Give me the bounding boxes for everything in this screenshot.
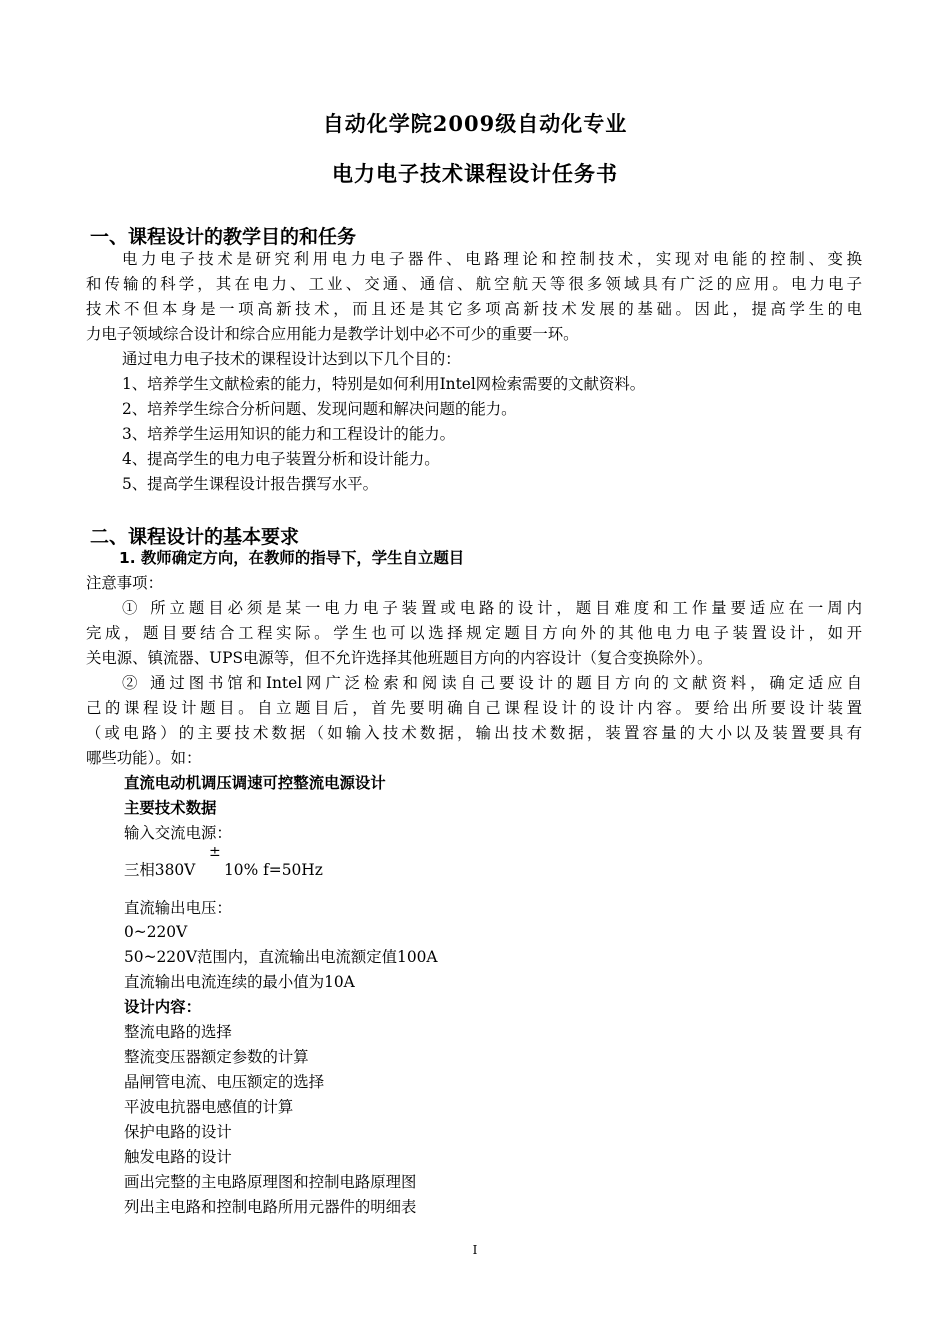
ac-input-value-b: 10% f=50Hz: [224, 861, 323, 879]
ac-input-label: 输入交流电源：: [124, 824, 232, 842]
design-item: 整流变压器额定参数的计算: [124, 1048, 309, 1066]
goal-item: 2、培养学生综合分析问题、发现问题和解决问题的能力。: [122, 400, 517, 418]
example-title: 直流电动机调压调速可控整流电源设计: [124, 774, 386, 792]
document-title-line1: 自动化学院2009级自动化专业: [322, 111, 628, 136]
goal-item: 1、培养学生文献检索的能力，特别是如何利用Intel网检索需要的文献资料。: [122, 375, 646, 393]
design-heading: 设计内容：: [124, 998, 201, 1016]
design-item: 画出完整的主电路原理图和控制电路原理图: [124, 1173, 417, 1191]
dc-current-rated: 50~220V范围内，直流输出电流额定值100A: [124, 948, 438, 966]
goal-item: 4、提高学生的电力电子装置分析和设计能力。: [122, 450, 440, 468]
section1-paragraph-line: 技术不但本身是一项高新技术，而且还是其它多项高新技术发展的基础。因此，提高学生的电: [86, 300, 862, 318]
page-number: I: [472, 1243, 478, 1257]
note2-line: 己的课程设计题目。自立题目后，首先要明确自己课程设计的设计内容。要给出所要设计装置: [86, 699, 862, 717]
design-item: 整流电路的选择: [124, 1023, 232, 1041]
note1-line: 关电源、镇流器、UPS电源等，但不允许选择其他班题目方向的内容设计（复合变换除外）。: [86, 649, 713, 667]
dc-output-range: 0~220V: [124, 923, 188, 941]
design-item: 触发电路的设计: [124, 1148, 232, 1166]
design-item: 平波电抗器电感值的计算: [124, 1098, 294, 1116]
goal-item: 5、提高学生课程设计报告撰写水平。: [122, 475, 379, 493]
note2-line: （或电路）的主要技术数据（如输入技术数据，输出技术数据，装置容量的大小以及装置要具有: [86, 724, 862, 742]
example-data-heading: 主要技术数据: [124, 799, 217, 817]
dc-output-label: 直流输出电压：: [124, 899, 232, 917]
section1-intro: 通过电力电子技术的课程设计达到以下几个目的：: [122, 350, 461, 368]
section1-paragraph-line: 力电子领域综合设计和综合应用能力是教学计划中必不可少的重要一环。: [86, 325, 579, 343]
note2-line: ② 通过图书馆和Intel网广泛检索和阅读自己要设计的题目方向的文献资料，确定适应自: [122, 674, 862, 692]
note2-line: 哪些功能）。如：: [86, 749, 202, 767]
note1-line: ① 所立题目必须是某一电力电子装置或电路的设计，题目难度和工作量要适应在一周内: [122, 599, 862, 617]
section1-paragraph-line: 和传输的科学，其在电力、工业、交通、通信、航空航天等很多领域具有广泛的应用。电力电子: [86, 275, 862, 293]
ac-input-value-a: 三相380V: [124, 861, 196, 879]
design-item: 列出主电路和控制电路所用元器件的明细表: [124, 1198, 417, 1216]
section1-heading: 一、课程设计的教学目的和任务: [90, 226, 357, 248]
plus-minus-symbol: ±: [209, 844, 221, 860]
dc-current-min: 直流输出电流连续的最小值为10A: [124, 973, 355, 991]
design-item: 保护电路的设计: [124, 1123, 232, 1141]
document-title-line2: 电力电子技术课程设计任务书: [332, 161, 618, 186]
design-item: 晶闸管电流、电压额定的选择: [124, 1073, 325, 1091]
notes-label: 注意事项：: [86, 574, 163, 592]
goal-item: 3、培养学生运用知识的能力和工程设计的能力。: [122, 425, 455, 443]
section2-subheading: 1. 教师确定方向，在教师的指导下，学生自立题目: [119, 549, 465, 567]
section1-paragraph-line: 电力电子技术是研究利用电力电子器件、电路理论和控制技术，实现对电能的控制、变换: [122, 250, 862, 268]
note1-line: 完成，题目要结合工程实际。学生也可以选择规定题目方向外的其他电力电子装置设计，如开: [86, 624, 862, 642]
section2-heading: 二、课程设计的基本要求: [90, 526, 300, 548]
